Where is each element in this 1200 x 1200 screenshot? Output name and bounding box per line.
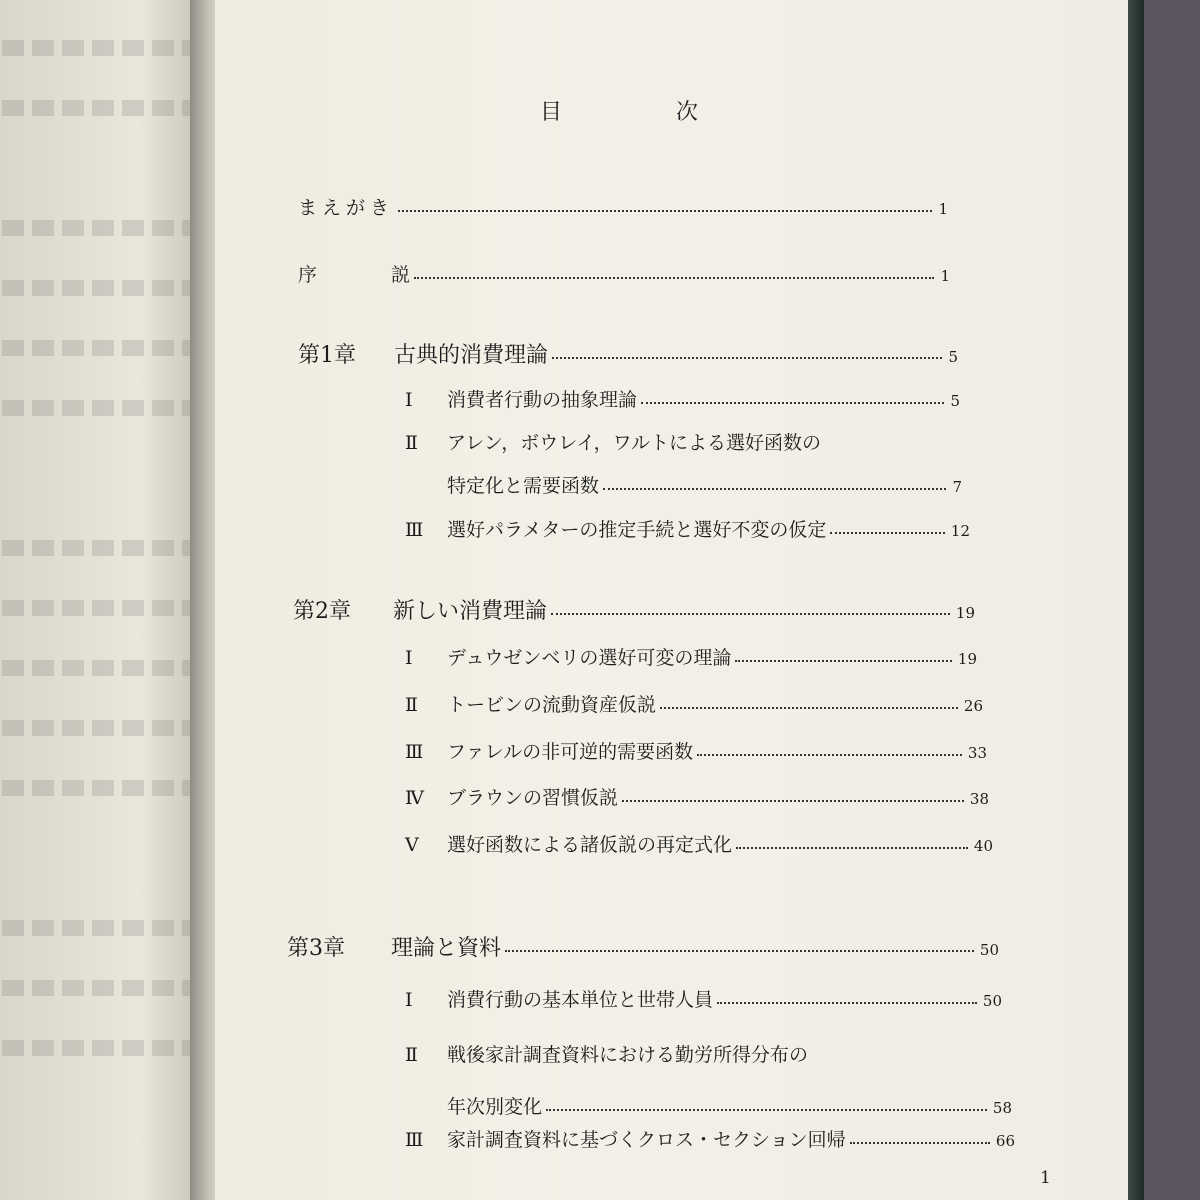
section-number: Ⅱ — [405, 1044, 418, 1066]
page-number: 12 — [950, 522, 970, 540]
entry-label-part-2: 説 — [391, 264, 411, 286]
section-title: 消費者行動の抽象理論 — [447, 389, 638, 411]
dot-leader — [717, 1001, 977, 1004]
page-number: 58 — [992, 1099, 1012, 1117]
section-title: ファレルの非可逆的需要函数 — [447, 741, 694, 763]
page-number: 50 — [982, 992, 1002, 1010]
dot-leader — [603, 487, 946, 490]
toc-chapter-2 — [293, 594, 975, 625]
chapter-label: 第1章 — [298, 343, 356, 368]
section-number: Ⅲ — [405, 741, 424, 763]
toc-section-1-3 — [405, 515, 970, 542]
section-title: 選好函数による諸仮説の再定式化 — [447, 834, 733, 856]
chapter-label: 第3章 — [287, 936, 345, 961]
toc-chapter-1 — [298, 338, 958, 369]
dot-leader — [551, 612, 950, 615]
section-title-continued: 特定化と需要函数 — [447, 475, 600, 497]
page-number: 1 — [940, 267, 950, 285]
section-number: Ⅰ — [405, 389, 413, 411]
toc-section-3-2-line-2 — [447, 1092, 1012, 1119]
section-number: Ⅲ — [405, 1129, 424, 1151]
dot-leader — [735, 659, 951, 662]
page-folio: 1 — [1040, 1168, 1051, 1188]
toc-section-1-2-line-2 — [447, 471, 962, 498]
section-title: 戦後家計調査資料における勤労所得分布の — [447, 1044, 809, 1066]
section-number: Ⅱ — [405, 432, 418, 454]
toc-section-2-1 — [405, 643, 977, 670]
dot-leader — [622, 799, 964, 802]
dot-leader — [398, 209, 932, 212]
toc-section-2-3 — [405, 737, 987, 764]
section-number: Ⅳ — [405, 787, 424, 809]
toc-section-2-2 — [405, 690, 983, 717]
toc-title — [540, 90, 700, 130]
page-number: 19 — [955, 604, 975, 622]
dot-leader — [830, 531, 944, 534]
toc-section-1-1 — [405, 385, 960, 412]
page-number: 1 — [938, 200, 948, 218]
entry-label-part-1: 序 — [298, 264, 318, 286]
page-number: 40 — [973, 837, 993, 855]
section-title: 選好パラメターの推定手続と選好不変の仮定 — [447, 519, 827, 541]
dot-leader — [552, 356, 942, 359]
dot-leader — [414, 276, 934, 279]
left-page-bleed-through — [0, 0, 200, 1200]
section-number: Ⅰ — [405, 647, 413, 669]
toc-section-2-4 — [405, 783, 989, 810]
section-title: ブラウンの習慣仮説 — [447, 787, 619, 809]
section-title: アレン，ボウレイ，ワルトによる選好函数の — [447, 432, 822, 454]
toc-section-3-2-line-1 — [405, 1040, 1002, 1067]
dot-leader — [641, 401, 944, 404]
dot-leader — [697, 753, 962, 756]
page-number: 33 — [967, 744, 987, 762]
entry-label: まえがき — [298, 197, 395, 219]
toc-section-2-5 — [405, 830, 993, 857]
dot-leader — [850, 1141, 990, 1144]
section-number: Ⅱ — [405, 694, 418, 716]
page-number: 38 — [969, 790, 989, 808]
page-number: 5 — [948, 348, 958, 366]
chapter-title: 古典的消費理論 — [394, 343, 549, 368]
section-title-continued: 年次別変化 — [447, 1096, 543, 1118]
chapter-title: 新しい消費理論 — [393, 599, 548, 624]
toc-section-1-2-line-1 — [405, 428, 960, 455]
section-number: Ⅲ — [405, 519, 424, 541]
chapter-label: 第2章 — [293, 599, 351, 624]
section-number: Ⅴ — [405, 834, 419, 856]
section-title: 家計調査資料に基づくクロス・セクション回帰 — [447, 1129, 846, 1151]
section-title: トービンの流動資産仮説 — [447, 694, 657, 716]
page-number: 19 — [957, 650, 977, 668]
dot-leader — [546, 1108, 987, 1111]
dot-leader — [505, 949, 974, 952]
toc-section-3-3 — [405, 1125, 1015, 1152]
toc-chapter-3 — [287, 931, 999, 962]
book-cover-edge — [1128, 0, 1144, 1200]
section-number: Ⅰ — [405, 989, 413, 1011]
page-number: 66 — [995, 1132, 1015, 1150]
page-number: 26 — [963, 697, 983, 715]
page-number: 7 — [952, 478, 962, 496]
toc-entry-intro — [298, 260, 950, 287]
toc-entry-preface — [298, 193, 948, 220]
dot-leader — [660, 706, 958, 709]
page-number: 5 — [950, 392, 960, 410]
dot-leader — [736, 846, 968, 849]
section-title: デュウゼンベリの選好可変の理論 — [447, 647, 732, 669]
toc-title-char-1: 目 — [540, 99, 565, 125]
toc-section-3-1 — [405, 985, 1002, 1012]
section-title: 消費行動の基本単位と世帯人員 — [447, 989, 714, 1011]
chapter-title: 理論と資料 — [391, 936, 502, 961]
page-number: 50 — [979, 941, 999, 959]
toc-title-char-2: 次 — [675, 99, 700, 125]
